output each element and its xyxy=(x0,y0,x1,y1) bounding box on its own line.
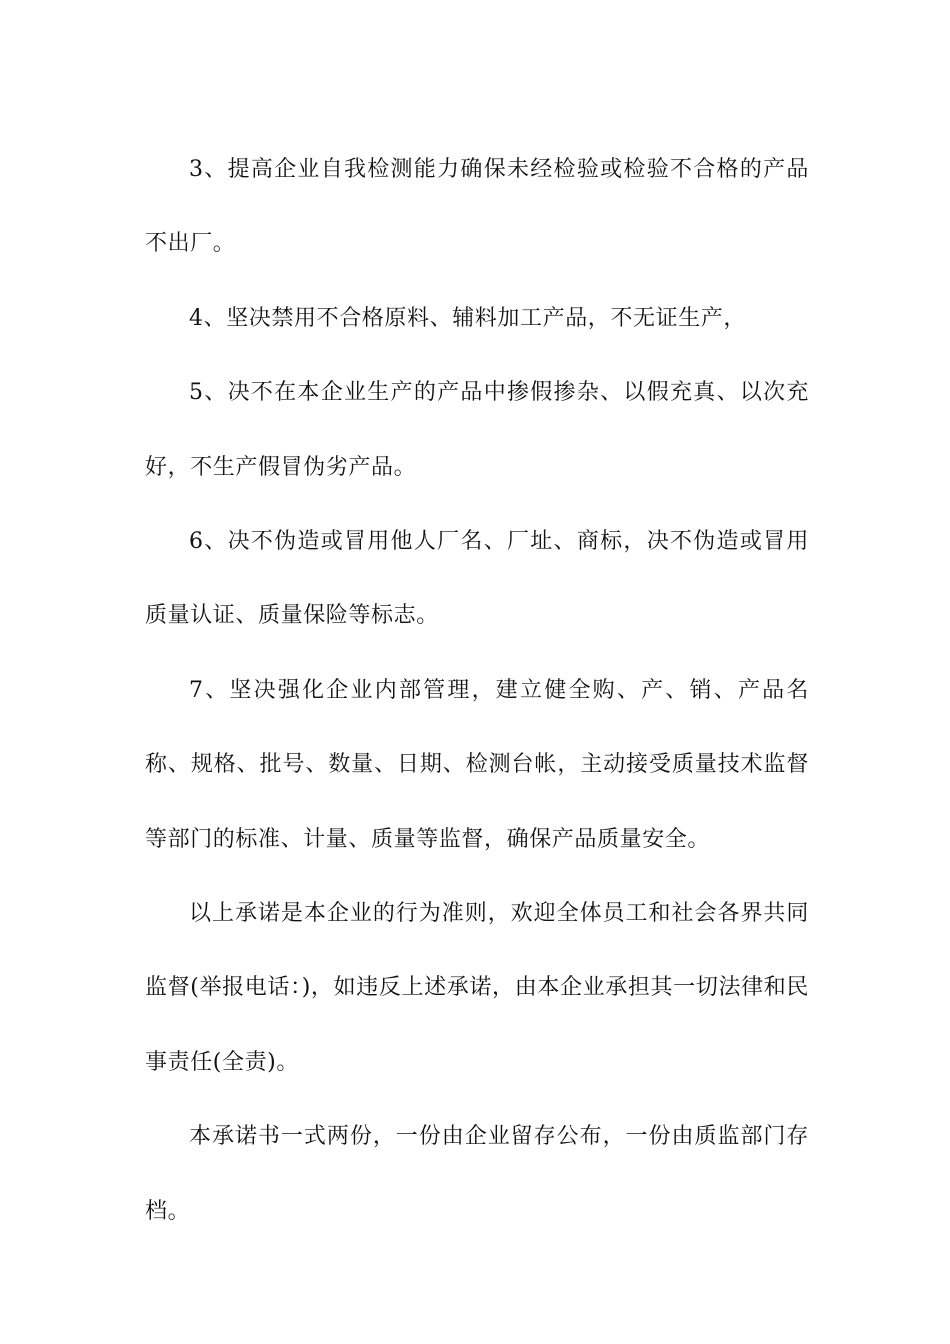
paragraph-item-5: 5、决不在本企业生产的产品中掺假掺杂、以假充真、以次充好，不生产假冒伪劣产品。 xyxy=(145,380,809,480)
paragraph-copies-note: 本承诺书一式两份，一份由企业留存公布，一份由质监部门存档。 xyxy=(145,1124,809,1224)
paragraph-item-3: 3、提高企业自我检测能力确保未经检验或检验不合格的产品不出厂。 xyxy=(145,157,809,257)
paragraph-commitment-summary: 以上承诺是本企业的行为准则，欢迎全体员工和社会各界共同监督(举报电话：)，如违反上述承诺，由本企业承担其一切法律和民事责任(全责)。 xyxy=(145,901,809,1075)
paragraph-item-7: 7、坚决强化企业内部管理，建立健全购、产、销、产品名称、规格、批号、数量、日期、检测台帐，主动接受质量技术监督等部门的标准、计量、质量等监督，确保产品质量安全。 xyxy=(145,677,809,852)
paragraph-item-6: 6、决不伪造或冒用他人厂名、厂址、商标，决不伪造或冒用质量认证、质量保险等标志。 xyxy=(145,529,809,629)
paragraph-item-4: 4、坚决禁用不合格原料、辅料加工产品，不无证生产， xyxy=(189,305,746,331)
document-body xyxy=(145,133,809,1249)
